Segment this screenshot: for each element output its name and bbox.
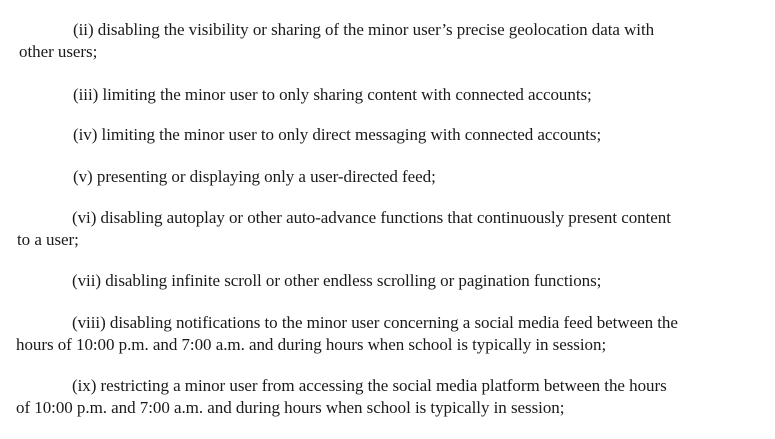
clause-ix bbox=[16, 375, 667, 419]
clause-iv-line-1: (iv) limiting the minor user to only direct messaging with connected accounts; bbox=[73, 125, 602, 144]
clause-vi-line-1: (vi) disabling autoplay or other auto-advance functions that continuously present content bbox=[72, 208, 671, 227]
clause-vii-line-1: (vii) disabling infinite scroll or other endless scrolling or pagination functions; bbox=[72, 271, 602, 290]
clause-viii bbox=[16, 312, 678, 356]
clause-iv bbox=[73, 124, 601, 146]
clause-ix-line-1: (ix) restricting a minor user from accessing the social media platform between the hours bbox=[72, 376, 667, 395]
clause-vi-line-2: to a user; bbox=[17, 230, 79, 249]
clause-ii bbox=[19, 19, 654, 63]
clause-vii bbox=[72, 270, 601, 292]
clause-iii bbox=[73, 84, 592, 106]
clause-ix-line-2: of 10:00 p.m. and 7:00 a.m. and during hours when school is typically in session; bbox=[16, 398, 565, 417]
clause-iii-line-1: (iii) limiting the minor user to only sharing content with connected accounts; bbox=[73, 85, 592, 104]
clause-v bbox=[73, 166, 436, 188]
clause-ii-line-1: (ii) disabling the visibility or sharing of the minor user’s precise geolocation data with bbox=[73, 20, 655, 39]
clause-viii-line-2: hours of 10:00 p.m. and 7:00 a.m. and during hours when school is typically in session; bbox=[16, 335, 607, 354]
clause-v-line-1: (v) presenting or displaying only a user-directed feed; bbox=[73, 167, 436, 186]
clause-ii-line-2: other users; bbox=[19, 42, 98, 61]
clause-viii-line-1: (viii) disabling notifications to the minor user concerning a social media feed between the bbox=[72, 313, 678, 332]
clause-vi bbox=[17, 207, 671, 251]
